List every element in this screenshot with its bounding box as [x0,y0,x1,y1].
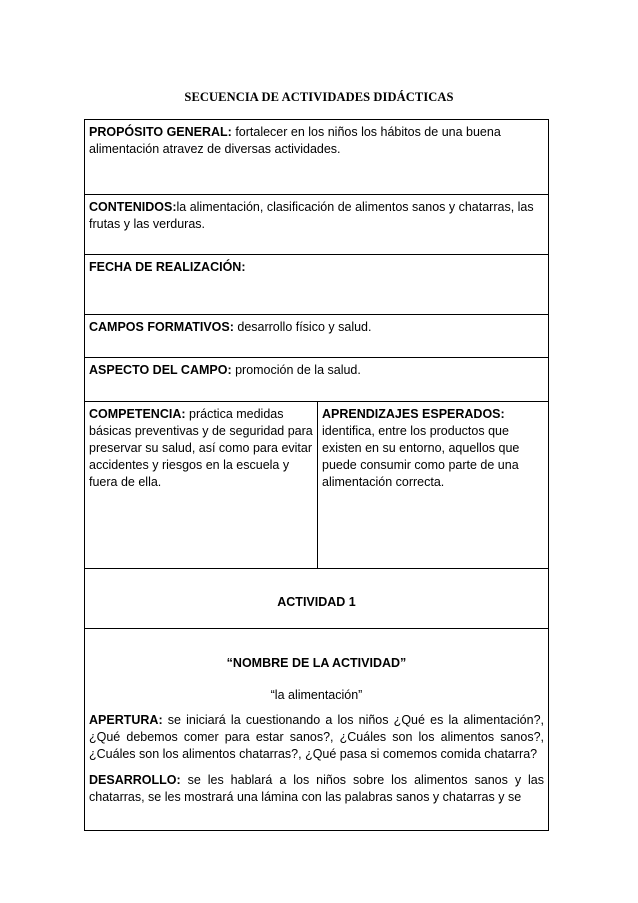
actividad-title: ACTIVIDAD 1 [277,595,356,609]
document-title: SECUENCIA DE ACTIVIDADES DIDÁCTICAS [184,90,454,104]
row-campos [84,315,549,358]
nombre-actividad: “la alimentación” [270,688,363,702]
row-aspecto [84,358,549,402]
desarrollo-label: DESARROLLO: [89,773,181,787]
row-proposito [84,119,549,195]
row-actividad-title [84,569,549,629]
fecha-label: FECHA DE REALIZACIÓN: [89,260,246,274]
row-competencia-aprendizajes [84,402,549,569]
proposito-text: fortalecer en los niños los hábitos de una buena alimentación atravez de diversas actividades. [89,125,501,156]
row-contenidos [84,195,549,255]
desarrollo-text: se les hablará a los niños sobre los alimentos sanos y las chatarras, se les mostrará una lámina con las palabras sanos y chatarras y se [89,773,544,804]
competencia-cell [85,402,318,568]
aprendizajes-text: identifica, entre los productos que existen en su entorno, aquellos que puede consumir como parte de una alimentación correcta. [322,424,520,489]
apertura-paragraph [89,712,544,763]
aspecto-label: ASPECTO DEL CAMPO: [89,363,232,377]
nombre-actividad-label: “NOMBRE DE LA ACTIVIDAD” [226,656,407,670]
campos-label: CAMPOS FORMATIVOS: [89,320,234,334]
aspecto-text: promoción de la salud. [231,363,361,377]
contenidos-label: CONTENIDOS: [89,200,177,214]
contenidos-text: la alimentación, clasificación de alimentos sanos y chatarras, las frutas y las verduras. [89,200,534,231]
campos-text: desarrollo físico y salud. [233,320,372,334]
apertura-label: APERTURA: [89,713,163,727]
aprendizajes-cell [318,402,548,568]
row-fecha [84,255,549,315]
row-actividad-detalle [84,629,549,831]
apertura-text: se iniciará la cuestionando a los niños ¿Qué es la alimentación?, ¿Qué debemos comer para estar sanos?, ¿Cuáles son los alimentos sanos?, ¿Cuáles son los alimentos chatarras?, ¿Qué pasa si comemos comida chatarra? [89,713,544,761]
proposito-label: PROPÓSITO GENERAL: [89,125,232,139]
aprendizajes-label: APRENDIZAJES ESPERADOS: [322,407,505,421]
competencia-text: práctica medidas básicas preventivas y de seguridad para preservar su salud, así como para evitar accidentes y riesgos en la escuela y fuera de ella. [89,407,313,489]
desarrollo-paragraph [89,772,544,806]
competencia-label: COMPETENCIA: [89,407,186,421]
activity-sequence-table [84,119,549,831]
